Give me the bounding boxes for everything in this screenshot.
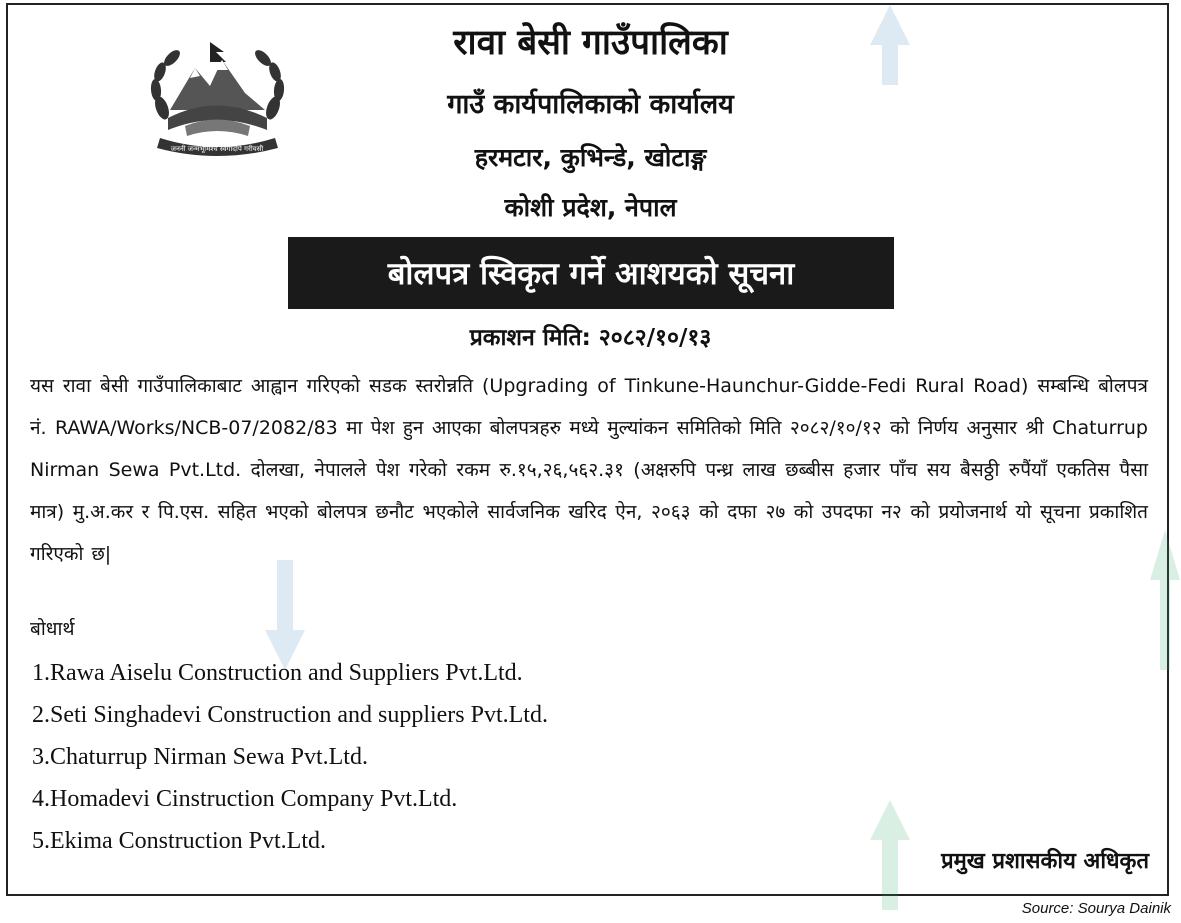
publication-date: प्रकाशन मिति: २०८२/१०/१३ — [469, 325, 712, 351]
list-item: 5.Ekima Construction Pvt.Ltd. — [32, 828, 326, 854]
notice-body: यस रावा बेसी गाउँपालिकाबाट आह्वान गरिएको सडक स्तरोन्नति (Upgrading of Tinkune-Haunchur-Gidde-Fedi Rural Road) सम्बन्धि बोलपत्र नं. RAWA/Works/NCB-07/2082/83 मा पेश हुन आएका बोलपत्रहरु मध्ये मुल्यांकन समितिको मिति २०८२/१०/१२ को निर्णय अनुसार श्री Chaturrup Nirman Sewa Pvt.Ltd. दोलखा, नेपालले पेश गरेको रकम रु.१५,२६,५६२.३१ (अक्षरुपि पन्ध्र लाख छब्बीस हजार पाँच सय बैसठ्ठी रुपैंयाँ एकतिस पैसा मात्र) मु.अ.कर र पि.एस. सहित भएको बोलपत्र छनौट भएकोले सार्वजनिक खरिद ऐन, २०६३ को दफा २७ को उपदफा न२ को प्रयोजनार्थ यो सूचना प्रकाशित गरिएको छ| — [30, 375, 1148, 565]
watermark-arrow-icon — [870, 800, 910, 910]
municipality-name: रावा बेसी गाउँपालिका — [453, 23, 728, 63]
source-credit: Source: Sourya Dainik — [1021, 900, 1171, 917]
recipient-list — [32, 652, 548, 862]
list-item: 3.Chaturrup Nirman Sewa Pvt.Ltd. — [32, 744, 368, 770]
notice-title: बोलपत्र स्विकृत गर्ने आशयको सूचना — [387, 256, 795, 292]
cc-heading: बोधार्थ — [30, 618, 75, 640]
province-line: कोशी प्रदेश, नेपाल — [504, 193, 677, 222]
notice-title-banner — [288, 237, 894, 309]
watermark-arrow-icon — [1150, 530, 1180, 670]
list-item: 4.Homadevi Cinstruction Company Pvt.Ltd. — [32, 786, 458, 812]
office-address: हरमटार, कुभिन्डे, खोटाङ्ग — [474, 143, 707, 172]
list-item: 2.Seti Singhadevi Construction and suppliers Pvt.Ltd. — [32, 702, 548, 728]
signatory-title: प्रमुख प्रशासकीय अधिकृत — [941, 849, 1149, 874]
svg-text:जननी जन्मभूमिश्च स्वर्गादपि गर: जननी जन्मभूमिश्च स्वर्गादपि गरीयसी — [170, 145, 264, 153]
list-item: 1.Rawa Aiselu Construction and Suppliers Pvt.Ltd. — [32, 660, 523, 686]
office-name: गाउँ कार्यपालिकाको कार्यालय — [447, 89, 734, 120]
